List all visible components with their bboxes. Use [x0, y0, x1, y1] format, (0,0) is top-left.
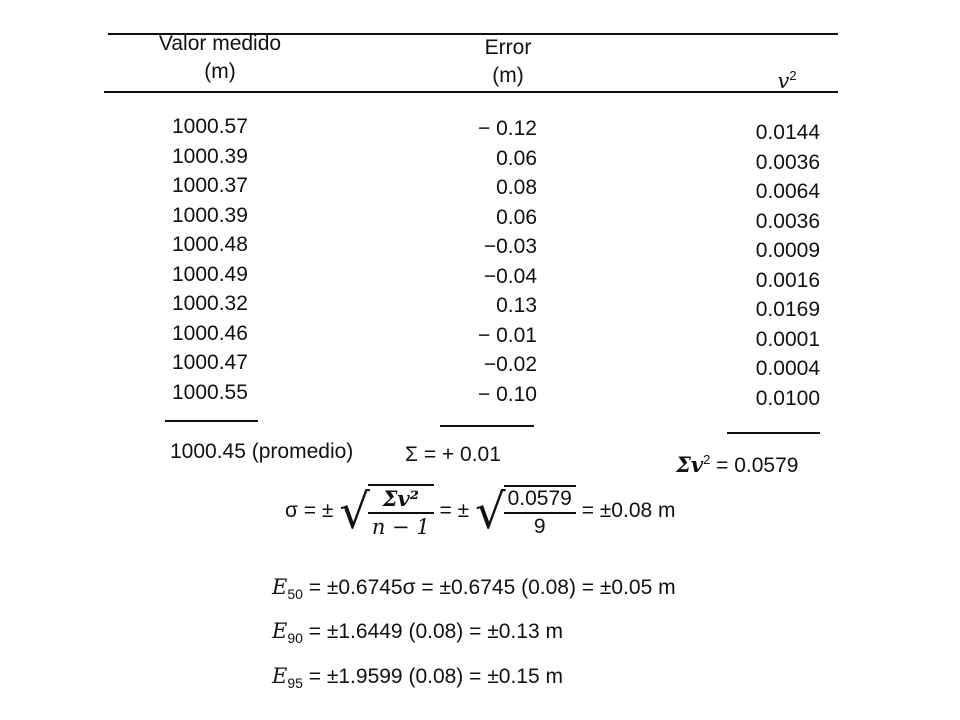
header-bottom-rule — [104, 91, 838, 93]
sum-v-squared — [676, 448, 798, 478]
row-error: 0.13 — [496, 294, 537, 317]
e90-formula — [272, 619, 563, 646]
header-measured-value-line1: Valor medido — [158, 32, 282, 55]
row-v2: 0.0036 — [755, 210, 820, 233]
error-total-rule — [440, 425, 534, 427]
row-error: −0.02 — [483, 353, 537, 376]
row-v2: 0.0100 — [755, 387, 820, 410]
header-v-base: v — [777, 69, 790, 93]
e50-formula — [272, 575, 676, 602]
e90-sub: 90 — [287, 630, 303, 647]
e95-sub: 95 — [287, 675, 303, 692]
row-error: 0.06 — [496, 147, 537, 170]
row-value: 1000.48 — [172, 233, 248, 256]
header-measured-value — [140, 30, 300, 86]
sigma-result: = ±0.08 m — [581, 499, 676, 523]
sigma-fraction-2 — [504, 485, 576, 539]
row-value: 1000.39 — [172, 204, 248, 227]
row-error: −0.03 — [483, 235, 537, 258]
row-error: − 0.12 — [478, 117, 537, 140]
header-v-exp: 2 — [789, 68, 797, 83]
row-value: 1000.55 — [172, 381, 248, 404]
e50-sub: 50 — [287, 586, 303, 603]
header-error-line2: (m) — [492, 64, 524, 87]
row-v2: 0.0009 — [755, 239, 820, 262]
e50-text: = ±0.6745σ = ±0.6745 (0.08) = ±0.05 m — [302, 576, 676, 599]
average-value: 1000.45 (promedio) — [170, 440, 354, 463]
sigma-denominator-2: 9 — [533, 514, 546, 538]
e95-label: E — [272, 664, 288, 688]
sigma-numerator: Σv² — [368, 486, 434, 514]
sigma-formula — [285, 484, 676, 539]
row-v2: 0.0001 — [755, 328, 820, 351]
e50-label: E — [272, 575, 288, 599]
sigma-denominator: n − 1 — [371, 515, 430, 539]
sqrt-symbol-2: √ — [475, 483, 506, 540]
row-value: 1000.37 — [172, 174, 248, 197]
row-v2: 0.0064 — [755, 180, 820, 203]
row-v2: 0.0144 — [755, 121, 820, 144]
value-total-rule — [165, 420, 258, 422]
sigma-fraction — [368, 484, 434, 539]
header-v-squared — [762, 62, 812, 96]
row-value: 1000.39 — [172, 145, 248, 168]
v2-total-rule — [727, 432, 820, 434]
e90-text: = ±1.6449 (0.08) = ±0.13 m — [302, 620, 563, 643]
row-error: −0.04 — [483, 265, 537, 288]
row-v2: 0.0036 — [755, 151, 820, 174]
row-error: − 0.01 — [478, 324, 537, 347]
header-error — [463, 34, 553, 90]
row-value: 1000.57 — [172, 115, 248, 138]
e95-formula — [272, 664, 563, 691]
sum-v-squared-value: = 0.0579 — [710, 454, 799, 477]
row-v2: 0.0004 — [755, 357, 820, 380]
row-value: 1000.47 — [172, 351, 248, 374]
sigma-numerator-2: 0.0579 — [504, 487, 576, 514]
header-error-line1: Error — [484, 36, 532, 59]
sum-error: Σ = + 0.01 — [405, 443, 501, 466]
row-error: − 0.10 — [478, 383, 537, 406]
row-v2: 0.0169 — [755, 298, 820, 321]
sqrt-symbol: √ — [339, 483, 370, 540]
row-value: 1000.49 — [172, 263, 248, 286]
e90-label: E — [272, 619, 288, 643]
sum-v-squared-exp: 2 — [703, 452, 711, 467]
sigma-lhs: σ = ± — [285, 499, 334, 523]
sum-v-squared-label: Σv — [676, 452, 704, 477]
sigma-mid: = ± — [439, 499, 470, 523]
row-error: 0.08 — [496, 176, 537, 199]
row-error: 0.06 — [496, 206, 537, 229]
header-measured-value-line2: (m) — [204, 60, 236, 83]
row-v2: 0.0016 — [755, 269, 820, 292]
row-value: 1000.46 — [172, 322, 248, 345]
row-value: 1000.32 — [172, 292, 248, 315]
e95-text: = ±1.9599 (0.08) = ±0.15 m — [302, 665, 563, 688]
